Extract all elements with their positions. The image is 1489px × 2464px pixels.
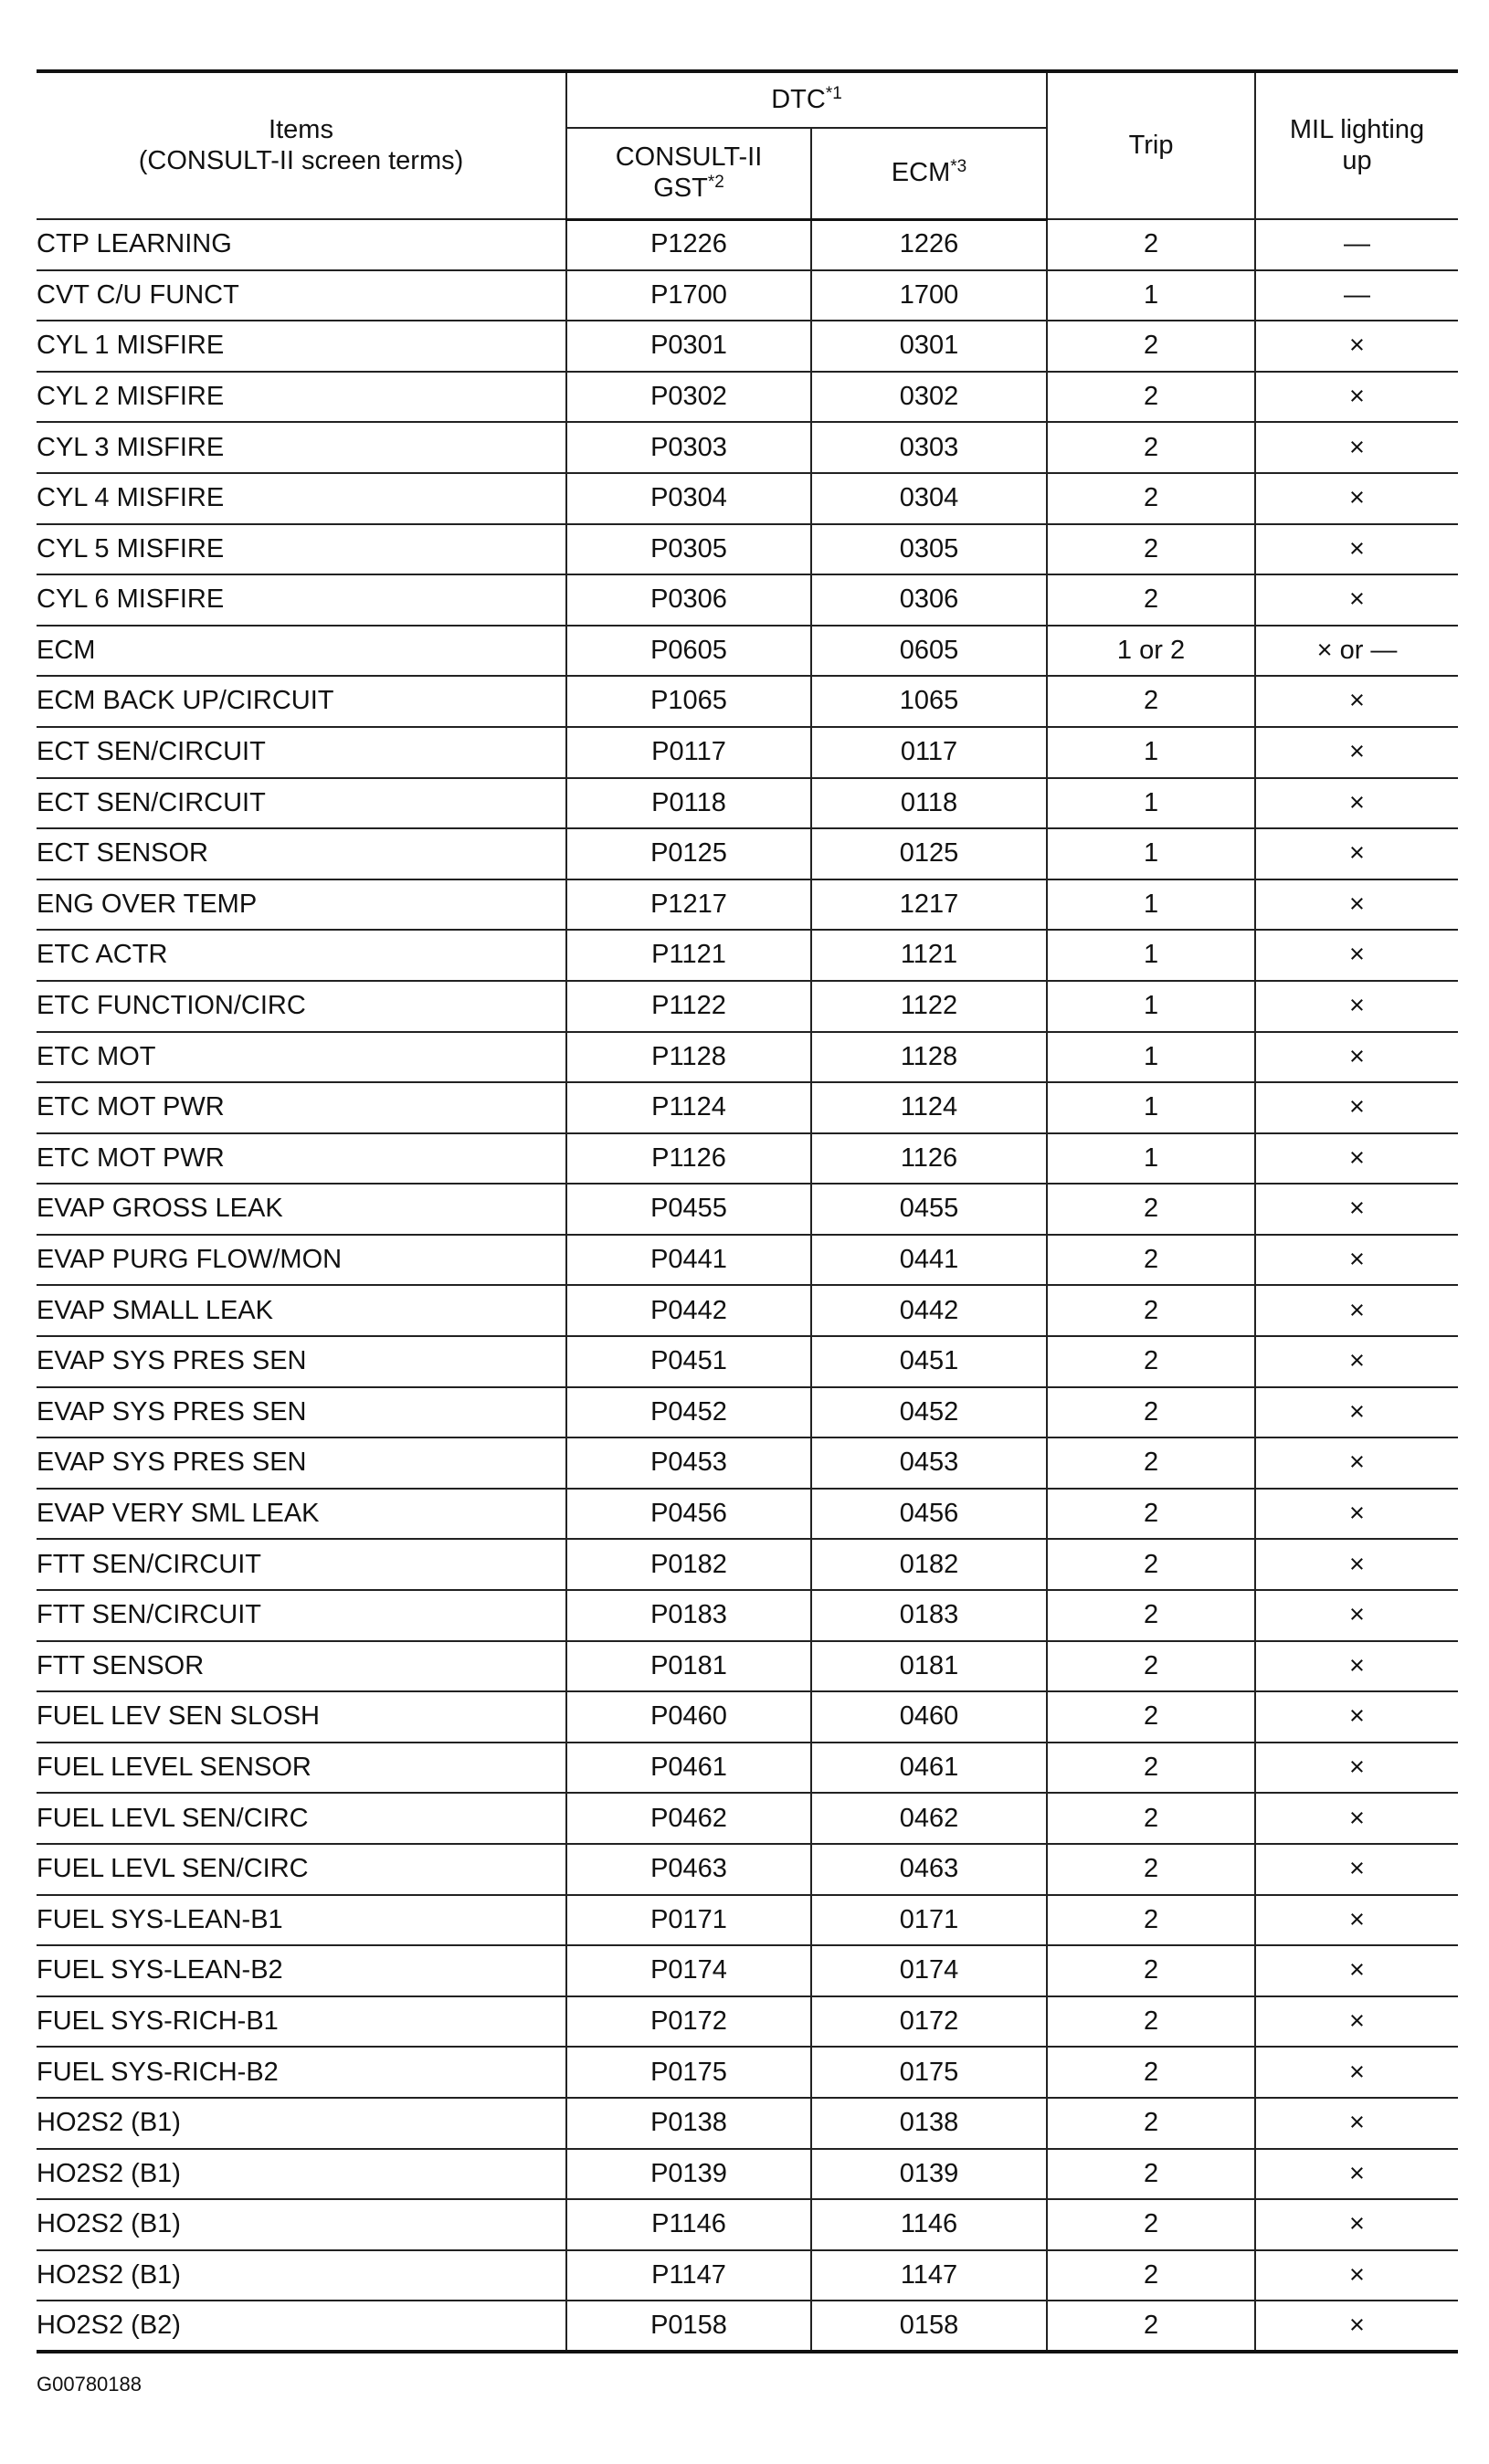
- table-row: [37, 626, 1458, 677]
- cell-item: HO2S2 (B1): [37, 2098, 566, 2149]
- cell-consult-gst: P0174: [566, 1945, 811, 1996]
- cell-ecm: 0118: [811, 778, 1047, 829]
- table-row: [37, 727, 1458, 778]
- cell-ecm: 1065: [811, 676, 1047, 727]
- header-trip-label: Trip: [1128, 130, 1174, 160]
- cell-consult-gst: P0301: [566, 321, 811, 372]
- table-row: [37, 1539, 1458, 1590]
- cell-consult-gst: P0171: [566, 1895, 811, 1946]
- cell-ecm: 0171: [811, 1895, 1047, 1946]
- cell-trip: 2: [1047, 1793, 1255, 1844]
- cell-consult-gst: P0451: [566, 1336, 811, 1387]
- cell-mil: ×: [1255, 1996, 1458, 2048]
- cell-trip: 2: [1047, 1285, 1255, 1336]
- cell-ecm: 0174: [811, 1945, 1047, 1996]
- table-row: [37, 1844, 1458, 1895]
- table-row: [37, 219, 1458, 270]
- cell-trip: 1: [1047, 930, 1255, 981]
- cell-ecm: 0172: [811, 1996, 1047, 2048]
- table-row: [37, 828, 1458, 879]
- cell-item: CTP LEARNING: [37, 219, 566, 270]
- cell-mil: ×: [1255, 1133, 1458, 1185]
- table-row: [37, 2098, 1458, 2149]
- cell-mil: ×: [1255, 1184, 1458, 1235]
- header-items-line1: Items: [269, 115, 333, 145]
- table-row: [37, 372, 1458, 423]
- cell-ecm: 0303: [811, 422, 1047, 473]
- table-row: [37, 1590, 1458, 1641]
- cell-mil: ×: [1255, 574, 1458, 626]
- cell-ecm: 0305: [811, 524, 1047, 575]
- cell-item: FUEL LEVEL SENSOR: [37, 1743, 566, 1794]
- cell-ecm: 0462: [811, 1793, 1047, 1844]
- cell-item: CYL 2 MISFIRE: [37, 372, 566, 423]
- cell-trip: 1: [1047, 270, 1255, 321]
- cell-trip: 1: [1047, 828, 1255, 879]
- cell-trip: 2: [1047, 1387, 1255, 1438]
- cell-trip: 2: [1047, 1336, 1255, 1387]
- header-consult-note: *2: [707, 172, 724, 192]
- header-dtc-note: *1: [825, 83, 842, 103]
- cell-mil: —: [1255, 270, 1458, 321]
- cell-consult-gst: P1065: [566, 676, 811, 727]
- table-row: [37, 879, 1458, 931]
- cell-item: FUEL SYS-LEAN-B1: [37, 1895, 566, 1946]
- cell-ecm: 0125: [811, 828, 1047, 879]
- table-row: [37, 1641, 1458, 1692]
- header-mil-line1: MIL lighting: [1289, 115, 1425, 145]
- table-row: [37, 1691, 1458, 1743]
- cell-trip: 2: [1047, 1641, 1255, 1692]
- cell-mil: ×: [1255, 1489, 1458, 1540]
- header-ecm: [811, 128, 1047, 219]
- cell-ecm: 0455: [811, 1184, 1047, 1235]
- table-row: [37, 2047, 1458, 2098]
- cell-consult-gst: P0138: [566, 2098, 811, 2149]
- cell-consult-gst: P0441: [566, 1235, 811, 1286]
- cell-trip: 2: [1047, 676, 1255, 727]
- table-row: [37, 1437, 1458, 1489]
- cell-consult-gst: P0453: [566, 1437, 811, 1489]
- cell-mil: ×: [1255, 981, 1458, 1032]
- cell-ecm: 1128: [811, 1032, 1047, 1083]
- cell-item: ECM BACK UP/CIRCUIT: [37, 676, 566, 727]
- cell-item: CYL 4 MISFIRE: [37, 473, 566, 524]
- cell-consult-gst: P0302: [566, 372, 811, 423]
- cell-mil: ×: [1255, 2301, 1458, 2352]
- cell-consult-gst: P1226: [566, 219, 811, 270]
- cell-mil: ×: [1255, 727, 1458, 778]
- cell-mil: ×: [1255, 1387, 1458, 1438]
- cell-consult-gst: P0304: [566, 473, 811, 524]
- cell-consult-gst: P0175: [566, 2047, 811, 2098]
- table-row: [37, 1336, 1458, 1387]
- cell-ecm: 0463: [811, 1844, 1047, 1895]
- table-row: [37, 1082, 1458, 1133]
- header-consult: [566, 128, 811, 219]
- cell-mil: ×: [1255, 1945, 1458, 1996]
- cell-ecm: 0158: [811, 2301, 1047, 2352]
- cell-item: ETC FUNCTION/CIRC: [37, 981, 566, 1032]
- cell-mil: ×: [1255, 1691, 1458, 1743]
- cell-consult-gst: P0305: [566, 524, 811, 575]
- cell-item: EVAP SMALL LEAK: [37, 1285, 566, 1336]
- table-row: [37, 1235, 1458, 1286]
- cell-consult-gst: P0455: [566, 1184, 811, 1235]
- cell-mil: ×: [1255, 676, 1458, 727]
- cell-trip: 2: [1047, 1437, 1255, 1489]
- cell-trip: 2: [1047, 574, 1255, 626]
- cell-ecm: 1226: [811, 219, 1047, 270]
- cell-trip: 2: [1047, 2098, 1255, 2149]
- table-row: [37, 1793, 1458, 1844]
- cell-mil: —: [1255, 219, 1458, 270]
- cell-mil: ×: [1255, 1235, 1458, 1286]
- table-row: [37, 270, 1458, 321]
- cell-consult-gst: P0303: [566, 422, 811, 473]
- cell-trip: 2: [1047, 372, 1255, 423]
- header-items: [37, 71, 566, 219]
- cell-item: ETC ACTR: [37, 930, 566, 981]
- cell-item: ETC MOT: [37, 1032, 566, 1083]
- header-dtc: [566, 71, 1047, 128]
- cell-trip: 2: [1047, 321, 1255, 372]
- table-row: [37, 1387, 1458, 1438]
- cell-mil: ×: [1255, 2149, 1458, 2200]
- cell-consult-gst: P0306: [566, 574, 811, 626]
- cell-trip: 2: [1047, 1945, 1255, 1996]
- cell-consult-gst: P0158: [566, 2301, 811, 2352]
- cell-mil: ×: [1255, 2047, 1458, 2098]
- cell-trip: 1: [1047, 1082, 1255, 1133]
- cell-item: ETC MOT PWR: [37, 1133, 566, 1185]
- cell-ecm: 0301: [811, 321, 1047, 372]
- document-page: [37, 69, 1458, 2353]
- cell-ecm: 0460: [811, 1691, 1047, 1743]
- cell-trip: 1: [1047, 879, 1255, 931]
- cell-mil: ×: [1255, 2250, 1458, 2301]
- cell-item: EVAP SYS PRES SEN: [37, 1437, 566, 1489]
- cell-consult-gst: P1122: [566, 981, 811, 1032]
- cell-consult-gst: P0117: [566, 727, 811, 778]
- cell-ecm: 0138: [811, 2098, 1047, 2149]
- cell-item: FTT SEN/CIRCUIT: [37, 1539, 566, 1590]
- cell-consult-gst: P0118: [566, 778, 811, 829]
- cell-ecm: 0175: [811, 2047, 1047, 2098]
- cell-consult-gst: P0181: [566, 1641, 811, 1692]
- header-mil-line2: up: [1342, 145, 1372, 175]
- cell-ecm: 1126: [811, 1133, 1047, 1185]
- table-row: [37, 574, 1458, 626]
- cell-consult-gst: P1128: [566, 1032, 811, 1083]
- cell-consult-gst: P0605: [566, 626, 811, 677]
- cell-consult-gst: P1700: [566, 270, 811, 321]
- cell-item: FUEL LEVL SEN/CIRC: [37, 1844, 566, 1895]
- table-row: [37, 422, 1458, 473]
- cell-item: ECT SEN/CIRCUIT: [37, 778, 566, 829]
- cell-trip: 2: [1047, 2301, 1255, 2352]
- table-row: [37, 930, 1458, 981]
- cell-consult-gst: P0172: [566, 1996, 811, 2048]
- cell-item: EVAP PURG FLOW/MON: [37, 1235, 566, 1286]
- cell-item: EVAP SYS PRES SEN: [37, 1387, 566, 1438]
- cell-ecm: 0441: [811, 1235, 1047, 1286]
- cell-mil: ×: [1255, 1032, 1458, 1083]
- cell-mil: ×: [1255, 1844, 1458, 1895]
- cell-ecm: 0139: [811, 2149, 1047, 2200]
- cell-mil: ×: [1255, 1743, 1458, 1794]
- table-row: [37, 321, 1458, 372]
- cell-ecm: 0605: [811, 626, 1047, 677]
- table-row: [37, 2301, 1458, 2352]
- table-row: [37, 1945, 1458, 1996]
- cell-consult-gst: P1126: [566, 1133, 811, 1185]
- cell-consult-gst: P0461: [566, 1743, 811, 1794]
- cell-ecm: 1147: [811, 2250, 1047, 2301]
- table-row: [37, 1133, 1458, 1185]
- dtc-table: [37, 69, 1458, 2353]
- cell-consult-gst: P1121: [566, 930, 811, 981]
- cell-mil: ×: [1255, 1641, 1458, 1692]
- cell-consult-gst: P0139: [566, 2149, 811, 2200]
- cell-item: FUEL LEVL SEN/CIRC: [37, 1793, 566, 1844]
- cell-item: ECT SENSOR: [37, 828, 566, 879]
- cell-trip: 2: [1047, 1590, 1255, 1641]
- table-row: [37, 473, 1458, 524]
- header-dtc-label: DTC: [771, 84, 826, 114]
- cell-mil: ×: [1255, 828, 1458, 879]
- cell-mil: ×: [1255, 473, 1458, 524]
- cell-item: EVAP VERY SML LEAK: [37, 1489, 566, 1540]
- cell-item: FUEL SYS-LEAN-B2: [37, 1945, 566, 1996]
- cell-ecm: 0182: [811, 1539, 1047, 1590]
- cell-item: FUEL SYS-RICH-B1: [37, 1996, 566, 2048]
- table-row: [37, 2199, 1458, 2250]
- header-ecm-note: *3: [950, 157, 967, 177]
- cell-ecm: 0181: [811, 1641, 1047, 1692]
- cell-item: FTT SENSOR: [37, 1641, 566, 1692]
- cell-consult-gst: P0182: [566, 1539, 811, 1590]
- cell-item: HO2S2 (B1): [37, 2149, 566, 2200]
- table-row: [37, 981, 1458, 1032]
- cell-mil: ×: [1255, 1285, 1458, 1336]
- header-ecm-label: ECM: [891, 158, 951, 188]
- cell-item: FUEL LEV SEN SLOSH: [37, 1691, 566, 1743]
- cell-ecm: 1124: [811, 1082, 1047, 1133]
- cell-consult-gst: P0442: [566, 1285, 811, 1336]
- cell-consult-gst: P0460: [566, 1691, 811, 1743]
- cell-ecm: 0302: [811, 372, 1047, 423]
- cell-trip: 2: [1047, 2047, 1255, 2098]
- cell-trip: 2: [1047, 1895, 1255, 1946]
- cell-ecm: 1217: [811, 879, 1047, 931]
- cell-mil: ×: [1255, 321, 1458, 372]
- cell-mil: ×: [1255, 372, 1458, 423]
- cell-ecm: 1121: [811, 930, 1047, 981]
- table-row: [37, 1895, 1458, 1946]
- cell-trip: 2: [1047, 2199, 1255, 2250]
- table-row: [37, 1743, 1458, 1794]
- cell-item: EVAP SYS PRES SEN: [37, 1336, 566, 1387]
- table-row: [37, 1489, 1458, 1540]
- cell-mil: ×: [1255, 879, 1458, 931]
- cell-mil: ×: [1255, 1336, 1458, 1387]
- cell-mil: ×: [1255, 1082, 1458, 1133]
- cell-trip: 1: [1047, 981, 1255, 1032]
- cell-trip: 2: [1047, 422, 1255, 473]
- table-row: [37, 1285, 1458, 1336]
- table-row: [37, 676, 1458, 727]
- cell-item: CVT C/U FUNCT: [37, 270, 566, 321]
- cell-ecm: 0304: [811, 473, 1047, 524]
- cell-consult-gst: P0125: [566, 828, 811, 879]
- header-trip: [1047, 71, 1255, 219]
- cell-item: HO2S2 (B2): [37, 2301, 566, 2352]
- cell-item: ECM: [37, 626, 566, 677]
- cell-ecm: 0453: [811, 1437, 1047, 1489]
- cell-mil: ×: [1255, 778, 1458, 829]
- cell-item: ENG OVER TEMP: [37, 879, 566, 931]
- cell-mil: ×: [1255, 1895, 1458, 1946]
- cell-mil: ×: [1255, 1437, 1458, 1489]
- cell-consult-gst: P1217: [566, 879, 811, 931]
- cell-trip: 1: [1047, 1032, 1255, 1083]
- cell-trip: 1: [1047, 1133, 1255, 1185]
- cell-item: FTT SEN/CIRCUIT: [37, 1590, 566, 1641]
- cell-trip: 2: [1047, 524, 1255, 575]
- table-row: [37, 778, 1458, 829]
- cell-mil: ×: [1255, 1539, 1458, 1590]
- cell-consult-gst: P0183: [566, 1590, 811, 1641]
- cell-trip: 2: [1047, 1489, 1255, 1540]
- cell-consult-gst: P0463: [566, 1844, 811, 1895]
- cell-item: CYL 3 MISFIRE: [37, 422, 566, 473]
- cell-mil: ×: [1255, 524, 1458, 575]
- cell-item: HO2S2 (B1): [37, 2199, 566, 2250]
- cell-consult-gst: P1146: [566, 2199, 811, 2250]
- cell-consult-gst: P0456: [566, 1489, 811, 1540]
- cell-ecm: 0451: [811, 1336, 1047, 1387]
- cell-item: HO2S2 (B1): [37, 2250, 566, 2301]
- cell-trip: 2: [1047, 1184, 1255, 1235]
- cell-trip: 1: [1047, 778, 1255, 829]
- cell-ecm: 1146: [811, 2199, 1047, 2250]
- header-consult-line1: CONSULT-II: [615, 142, 763, 173]
- cell-trip: 2: [1047, 1844, 1255, 1895]
- cell-mil: ×: [1255, 422, 1458, 473]
- table-row: [37, 1996, 1458, 2048]
- cell-item: EVAP GROSS LEAK: [37, 1184, 566, 1235]
- cell-trip: 2: [1047, 1743, 1255, 1794]
- cell-trip: 1 or 2: [1047, 626, 1255, 677]
- cell-consult-gst: P1124: [566, 1082, 811, 1133]
- cell-ecm: 0461: [811, 1743, 1047, 1794]
- cell-trip: 2: [1047, 1539, 1255, 1590]
- cell-item: ECT SEN/CIRCUIT: [37, 727, 566, 778]
- cell-ecm: 0456: [811, 1489, 1047, 1540]
- table-row: [37, 2149, 1458, 2200]
- table-row: [37, 1032, 1458, 1083]
- cell-consult-gst: P0462: [566, 1793, 811, 1844]
- cell-ecm: 0306: [811, 574, 1047, 626]
- cell-item: FUEL SYS-RICH-B2: [37, 2047, 566, 2098]
- header-mil: [1255, 71, 1458, 219]
- cell-trip: 2: [1047, 1996, 1255, 2048]
- cell-trip: 2: [1047, 1691, 1255, 1743]
- cell-item: CYL 6 MISFIRE: [37, 574, 566, 626]
- cell-consult-gst: P0452: [566, 1387, 811, 1438]
- table-row: [37, 2250, 1458, 2301]
- cell-consult-gst: P1147: [566, 2250, 811, 2301]
- cell-trip: 2: [1047, 219, 1255, 270]
- cell-mil: ×: [1255, 2098, 1458, 2149]
- cell-mil: ×: [1255, 2199, 1458, 2250]
- cell-ecm: 0452: [811, 1387, 1047, 1438]
- cell-trip: 1: [1047, 727, 1255, 778]
- header-consult-line2: GST: [653, 173, 708, 203]
- cell-item: ETC MOT PWR: [37, 1082, 566, 1133]
- table-body: [37, 219, 1458, 2352]
- cell-mil: × or —: [1255, 626, 1458, 677]
- figure-id: G00780188: [37, 2373, 142, 2396]
- cell-mil: ×: [1255, 1793, 1458, 1844]
- cell-ecm: 0117: [811, 727, 1047, 778]
- cell-ecm: 1700: [811, 270, 1047, 321]
- table-row: [37, 524, 1458, 575]
- cell-trip: 2: [1047, 1235, 1255, 1286]
- cell-trip: 2: [1047, 473, 1255, 524]
- cell-trip: 2: [1047, 2250, 1255, 2301]
- cell-item: CYL 5 MISFIRE: [37, 524, 566, 575]
- cell-item: CYL 1 MISFIRE: [37, 321, 566, 372]
- cell-ecm: 0183: [811, 1590, 1047, 1641]
- cell-ecm: 0442: [811, 1285, 1047, 1336]
- cell-trip: 2: [1047, 2149, 1255, 2200]
- table-row: [37, 1184, 1458, 1235]
- cell-mil: ×: [1255, 1590, 1458, 1641]
- header-items-line2: (CONSULT-II screen terms): [138, 145, 464, 175]
- cell-ecm: 1122: [811, 981, 1047, 1032]
- cell-mil: ×: [1255, 930, 1458, 981]
- table-header: [37, 71, 1458, 219]
